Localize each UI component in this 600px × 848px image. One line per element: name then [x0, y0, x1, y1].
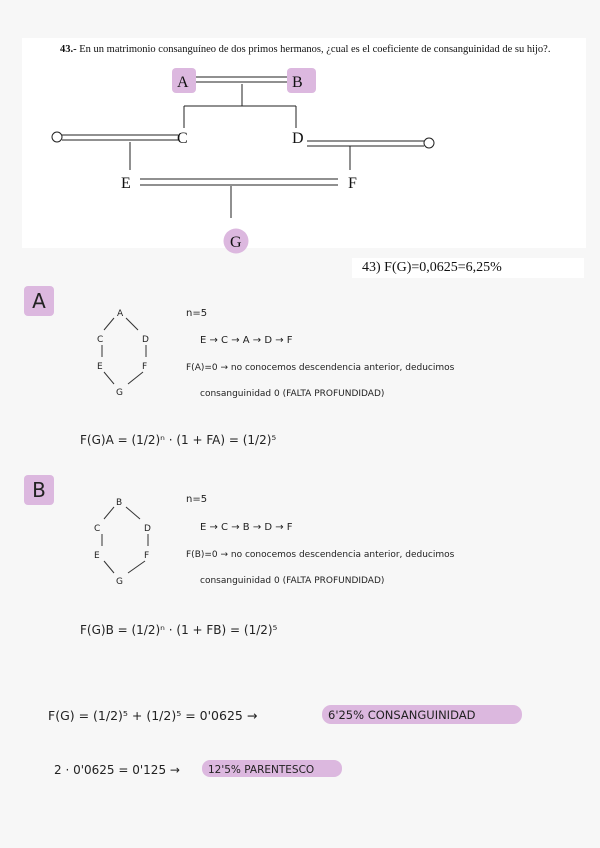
a-n-value: n=5: [186, 308, 208, 319]
section-a-path-diagram: [97, 309, 149, 398]
kinship-equation: 2 · 0'0625 = 0'125 →: [54, 763, 180, 777]
b-path-g: G: [116, 577, 123, 587]
b-path-sequence: E → C → B → D → F: [200, 522, 293, 533]
a-note-line1: F(A)=0 → no conocemos descendencia anterior, deducimos: [186, 363, 455, 373]
section-b-tag: B: [24, 475, 54, 505]
b-note-line2: consanguinidad 0 (FALTA PROFUNDIDAD): [200, 576, 385, 586]
node-b-label: B: [292, 74, 303, 91]
answer-text: 43) F(G)=0,0625=6,25%: [362, 260, 502, 275]
node-g-label: G: [230, 234, 242, 251]
b-path-d: D: [144, 524, 151, 534]
node-e-label: E: [121, 175, 131, 192]
question-body: En un matrimonio consanguíneo de dos primos hermanos, ¿cual es el coeficiente de consanguinidad de su hijo?.: [76, 44, 551, 55]
a-path-g: G: [116, 388, 123, 398]
a-path-e: E: [97, 362, 103, 372]
a-path-top: A: [117, 309, 124, 319]
a-path-sequence: E → C → A → D → F: [200, 335, 293, 346]
a-path-c: C: [97, 335, 104, 345]
question-number: 43.-: [60, 44, 77, 55]
node-a-label: A: [177, 74, 189, 91]
b-note-line1: F(B)=0 → no conocemos descendencia anterior, deducimos: [186, 550, 455, 560]
node-c-label: C: [177, 130, 188, 147]
a-formula: F(G)A = (1/2)ⁿ · (1 + FA) = (1/2)⁵: [80, 433, 277, 447]
b-path-c: C: [94, 524, 101, 534]
a-path-f: F: [142, 362, 148, 372]
result-highlight: 6'25% CONSANGUINIDAD: [328, 708, 476, 722]
b-n-value: n=5: [186, 494, 208, 505]
node-d-label: D: [292, 130, 304, 147]
section-b-path-diagram: [94, 498, 151, 587]
spouse-c-circle: [52, 132, 62, 142]
a-note-line2: consanguinidad 0 (FALTA PROFUNDIDAD): [200, 389, 385, 399]
b-path-top: B: [116, 498, 123, 508]
result-equation: F(G) = (1/2)⁵ + (1/2)⁵ = 0'0625 →: [48, 708, 258, 723]
pedigree-diagram: [52, 68, 434, 254]
section-a-tag: A: [24, 286, 54, 316]
b-formula: F(G)B = (1/2)ⁿ · (1 + FB) = (1/2)⁵: [80, 623, 278, 637]
a-path-d: D: [142, 335, 149, 345]
b-path-e: E: [94, 551, 100, 561]
spouse-d-circle: [424, 138, 434, 148]
b-path-f: F: [144, 551, 150, 561]
kinship-highlight: 12'5% PARENTESCO: [208, 764, 315, 776]
node-f-label: F: [348, 175, 357, 192]
